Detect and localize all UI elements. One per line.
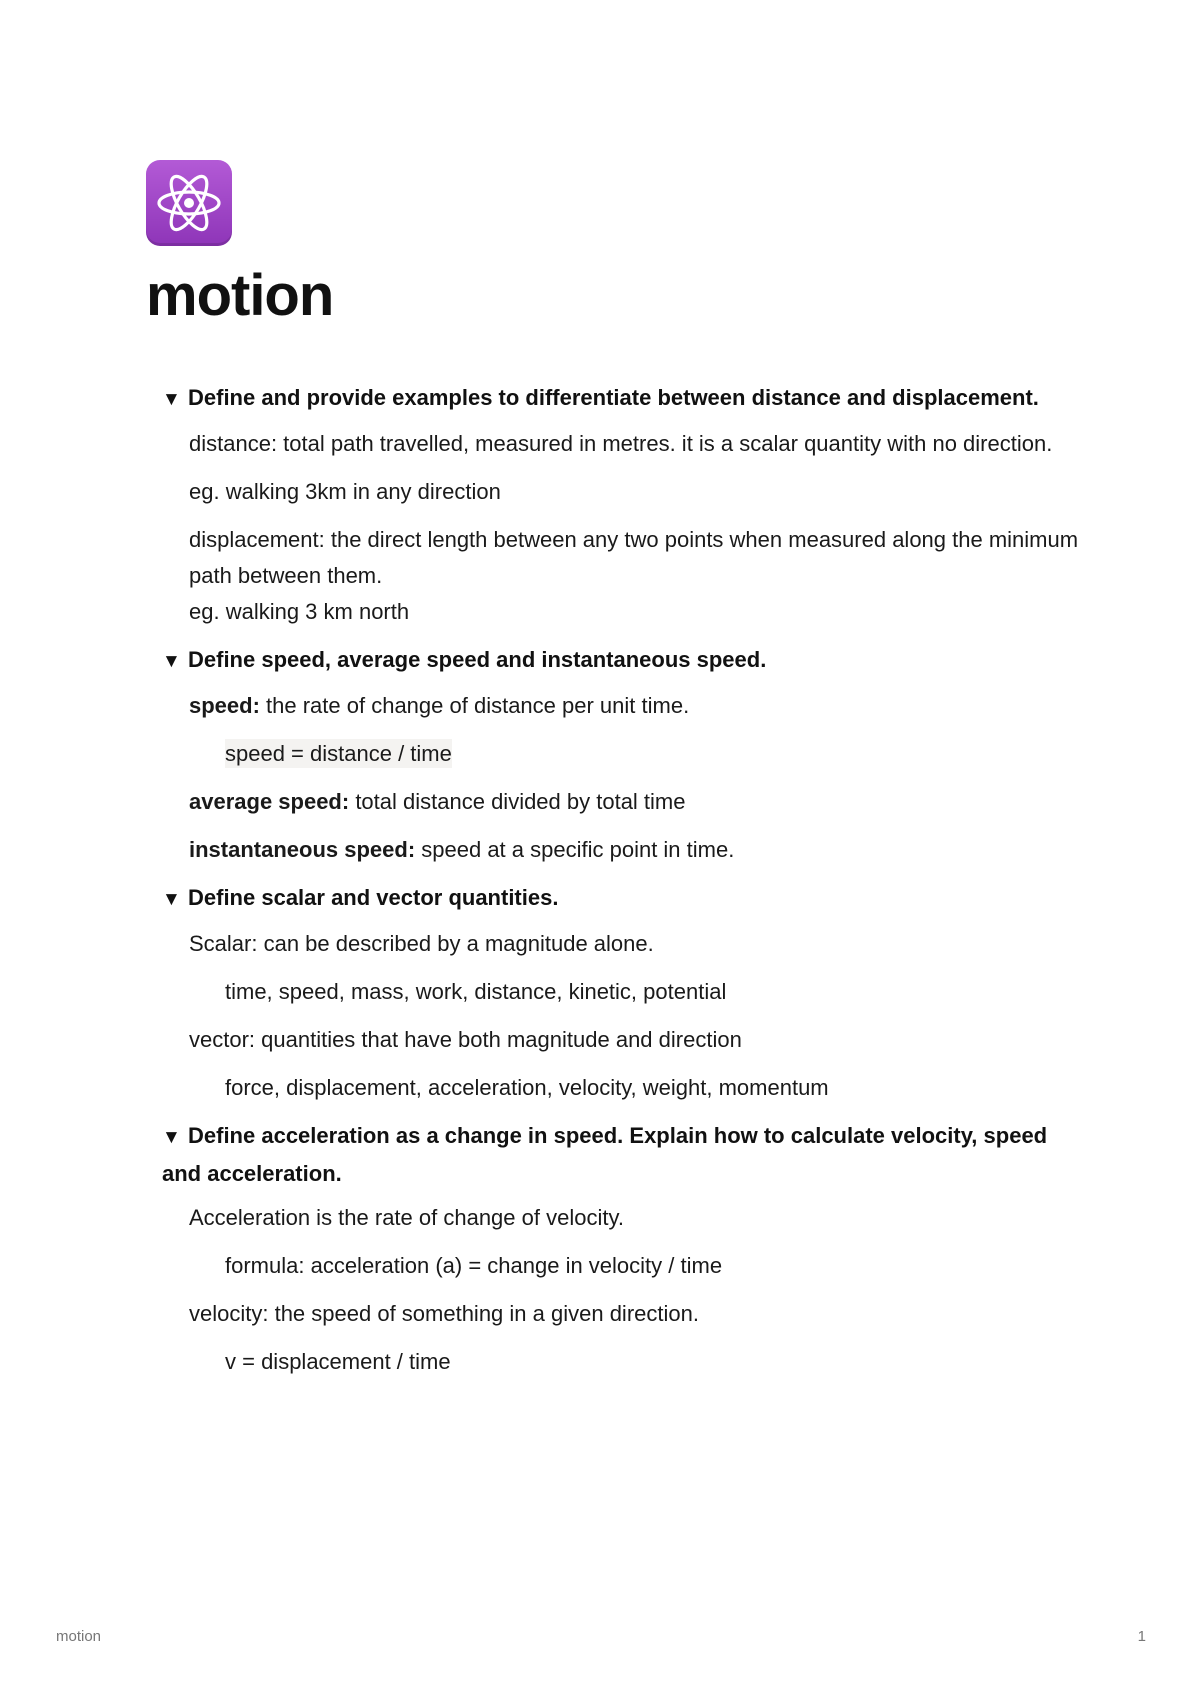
speed-term: speed: (189, 693, 260, 718)
toggle-acceleration (162, 1118, 1082, 1380)
triangle-down-icon[interactable]: ▼ (162, 1127, 181, 1148)
toggle-scalar-vector (162, 880, 1082, 1106)
toggle-header[interactable] (162, 642, 1082, 680)
speed-formula-line (189, 736, 1082, 772)
average-speed-definition (189, 784, 1082, 820)
instantaneous-speed-term: instantaneous speed: (189, 837, 416, 862)
speed-definition (189, 688, 1082, 724)
triangle-down-icon[interactable]: ▼ (162, 651, 181, 672)
distance-example: eg. walking 3km in any direction (189, 479, 501, 504)
displacement-definition: displacement: the direct length between any two points when measured along the minimum path between them. (189, 527, 1079, 588)
page-content (162, 380, 1082, 1392)
toggle-distance-displacement (162, 380, 1082, 630)
page-title: motion (146, 263, 334, 328)
atom-symbol-icon (146, 160, 232, 246)
toggle-body (162, 688, 1082, 868)
vector-definition: vector: quantities that have both magnitude and direction (189, 1027, 742, 1052)
toggle-heading-text: Define speed, average speed and instantaneous speed. (188, 647, 767, 672)
scalar-definition: Scalar: can be described by a magnitude alone. (189, 931, 654, 956)
scalar-examples: time, speed, mass, work, distance, kinetic, potential (225, 979, 727, 1004)
average-speed-def: total distance divided by total time (349, 789, 686, 814)
displacement-example: eg. walking 3 km north (189, 599, 410, 624)
toggle-heading-text: Define scalar and vector quantities. (188, 885, 559, 910)
speed-formula: speed = distance / time (225, 741, 452, 766)
toggle-heading-text: Define and provide examples to differentiate between distance and displacement. (188, 385, 1039, 410)
vector-examples: force, displacement, acceleration, velocity, weight, momentum (225, 1075, 829, 1100)
distance-definition: distance: total path travelled, measured in metres. it is a scalar quantity with no direction. (189, 431, 1053, 456)
average-speed-term: average speed: (189, 789, 350, 814)
acceleration-formula: formula: acceleration (a) = change in velocity / time (225, 1253, 723, 1278)
footer-title: motion (56, 1628, 102, 1645)
velocity-formula: v = displacement / time (225, 1349, 451, 1374)
instantaneous-speed-definition (189, 832, 1082, 868)
toggle-body (162, 926, 1082, 1106)
acceleration-definition: Acceleration is the rate of change of velocity. (189, 1205, 624, 1230)
toggle-speed (162, 642, 1082, 868)
speed-def: the rate of change of distance per unit time. (259, 693, 690, 718)
toggle-body (162, 1200, 1082, 1380)
page-number: 1 (1137, 1628, 1146, 1645)
triangle-down-icon[interactable]: ▼ (162, 889, 181, 910)
instantaneous-speed-def: speed at a specific point in time. (415, 837, 735, 862)
toggle-header[interactable] (162, 380, 1082, 418)
triangle-down-icon[interactable]: ▼ (162, 389, 181, 410)
toggle-header[interactable] (162, 880, 1082, 918)
toggle-heading-text: Define acceleration as a change in speed. Explain how to calculate velocity, speed and acceleration. (162, 1123, 1048, 1186)
toggle-header[interactable] (162, 1118, 1082, 1192)
velocity-definition: velocity: the speed of something in a given direction. (189, 1301, 699, 1326)
toggle-body (162, 426, 1082, 630)
